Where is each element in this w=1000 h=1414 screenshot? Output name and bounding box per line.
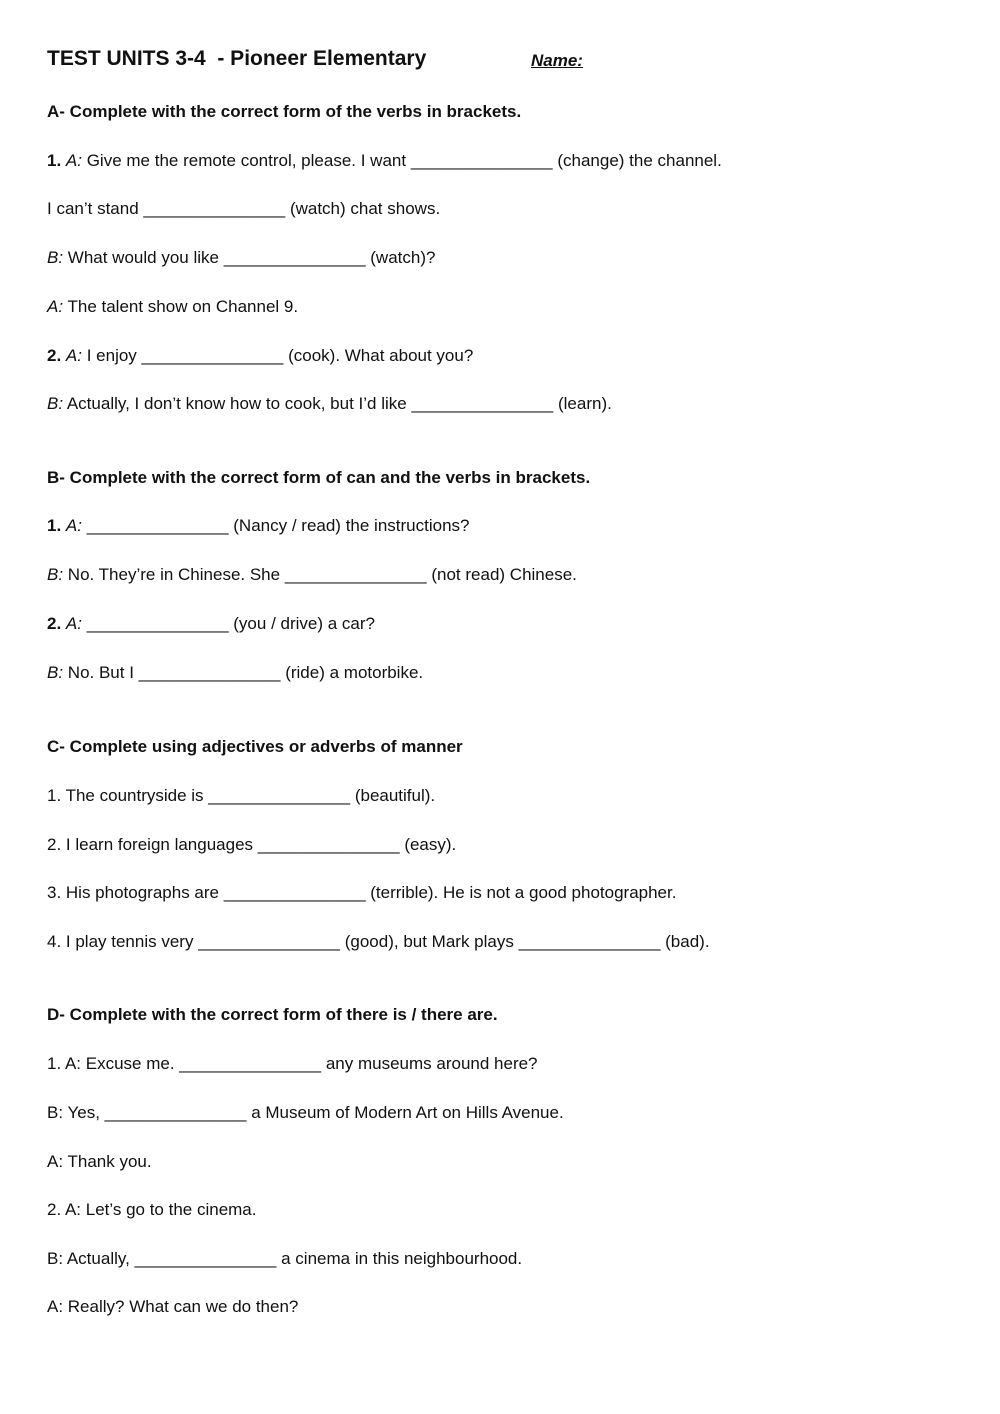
answer-blank[interactable]: _______________ (198, 932, 341, 951)
speaker-label: B: (47, 394, 64, 413)
answer-blank[interactable]: _______________ (411, 394, 554, 413)
answer-blank[interactable]: _______________ (141, 346, 284, 365)
answer-blank[interactable]: _______________ (179, 1054, 322, 1073)
section-d-heading: D- Complete with the correct form of there is / there are. (47, 1005, 498, 1024)
line-text: (Nancy / read) the instructions? (228, 516, 470, 535)
section-c-line-3 (47, 883, 676, 903)
section-b-line-4 (47, 663, 423, 683)
item-number: 1. (47, 151, 62, 170)
section-b-line-2 (47, 565, 577, 585)
line-text: (ride) a motorbike. (280, 663, 424, 682)
item-number: 2. (47, 614, 62, 633)
answer-blank[interactable]: _______________ (410, 151, 553, 170)
line-text: The talent show on Channel 9. (63, 297, 299, 316)
section-d-line-1 (47, 1054, 538, 1074)
answer-blank[interactable]: _______________ (104, 1103, 247, 1122)
line-text: I enjoy (81, 346, 142, 365)
line-text: 2. I learn foreign languages (47, 835, 258, 854)
line-text: 3. His photographs are (47, 883, 224, 902)
speaker-label: B: (47, 565, 64, 584)
line-text: (watch) chat shows. (285, 199, 441, 218)
line-text: 4. I play tennis very (47, 932, 199, 951)
answer-blank[interactable]: _______________ (284, 565, 427, 584)
answer-blank[interactable]: _______________ (257, 835, 400, 854)
answer-blank[interactable]: _______________ (86, 614, 229, 633)
answer-blank[interactable]: _______________ (143, 199, 286, 218)
section-a-line-1 (47, 151, 722, 171)
line-text: (terrible). He is not a good photographer. (365, 883, 677, 902)
line-text: Actually, I don’t know how to cook, but I’d like (63, 394, 412, 413)
line-text: (learn). (553, 394, 612, 413)
section-c-line-4 (47, 932, 710, 952)
item-number: 1. (47, 516, 62, 535)
line-text: (not read) Chinese. (426, 565, 577, 584)
line-text: (good), but Mark plays (340, 932, 519, 951)
answer-blank[interactable]: _______________ (208, 786, 351, 805)
section-c-line-1 (47, 786, 435, 806)
line-text: Give me the remote control, please. I want (81, 151, 411, 170)
speaker-label: A: (65, 614, 82, 633)
line-text: B: Actually, (47, 1249, 135, 1268)
item-number: 2. (47, 346, 62, 365)
section-a-line-5 (47, 346, 473, 366)
section-d-line-4: 2. A: Let’s go to the cinema. (47, 1200, 257, 1219)
line-text: (easy). (399, 835, 457, 854)
speaker-label: A: (65, 151, 82, 170)
line-text: a Museum of Modern Art on Hills Avenue. (246, 1103, 564, 1122)
speaker-label: A: (47, 297, 64, 316)
line-text: (change) the channel. (552, 151, 722, 170)
speaker-label: B: (47, 663, 64, 682)
page-title: TEST UNITS 3-4 - Pioneer Elementary (47, 47, 427, 70)
name-label: Name: (531, 51, 583, 70)
section-a-line-4 (47, 297, 298, 317)
section-a-heading: A- Complete with the correct form of the verbs in brackets. (47, 102, 522, 121)
section-a-line-2 (47, 199, 440, 219)
line-text: (beautiful). (350, 786, 436, 805)
line-text: a cinema in this neighbourhood. (276, 1249, 523, 1268)
section-b-heading: B- Complete with the correct form of can and the verbs in brackets. (47, 468, 591, 487)
section-b-line-3 (47, 614, 375, 634)
section-d-line-3: A: Thank you. (47, 1152, 152, 1171)
line-text: 1. The countryside is (47, 786, 209, 805)
answer-blank[interactable]: _______________ (223, 883, 366, 902)
section-d-line-5 (47, 1249, 522, 1269)
line-text: What would you like (63, 248, 224, 267)
answer-blank[interactable]: _______________ (223, 248, 366, 267)
section-b-line-1 (47, 516, 470, 536)
speaker-label: B: (47, 248, 64, 267)
speaker-label: A: (65, 346, 82, 365)
line-text: any museums around here? (321, 1054, 538, 1073)
line-text: (bad). (660, 932, 710, 951)
section-a-line-6 (47, 394, 612, 414)
answer-blank[interactable]: _______________ (134, 1249, 277, 1268)
speaker-label: A: (65, 516, 82, 535)
section-c-line-2 (47, 835, 456, 855)
section-d-line-6: A: Really? What can we do then? (47, 1297, 299, 1316)
line-text: I can’t stand (47, 199, 144, 218)
line-text: B: Yes, (47, 1103, 105, 1122)
line-text: 1. A: Excuse me. (47, 1054, 180, 1073)
answer-blank[interactable]: _______________ (518, 932, 661, 951)
line-text: No. They’re in Chinese. She (63, 565, 285, 584)
line-text: (you / drive) a car? (228, 614, 375, 633)
line-text: No. But I (63, 663, 139, 682)
answer-blank[interactable]: _______________ (138, 663, 281, 682)
section-a-line-3 (47, 248, 435, 268)
section-d-line-2 (47, 1103, 564, 1123)
line-text: (cook). What about you? (283, 346, 474, 365)
line-text: (watch)? (365, 248, 436, 267)
answer-blank[interactable]: _______________ (86, 516, 229, 535)
section-c-heading: C- Complete using adjectives or adverbs of manner (47, 737, 463, 756)
